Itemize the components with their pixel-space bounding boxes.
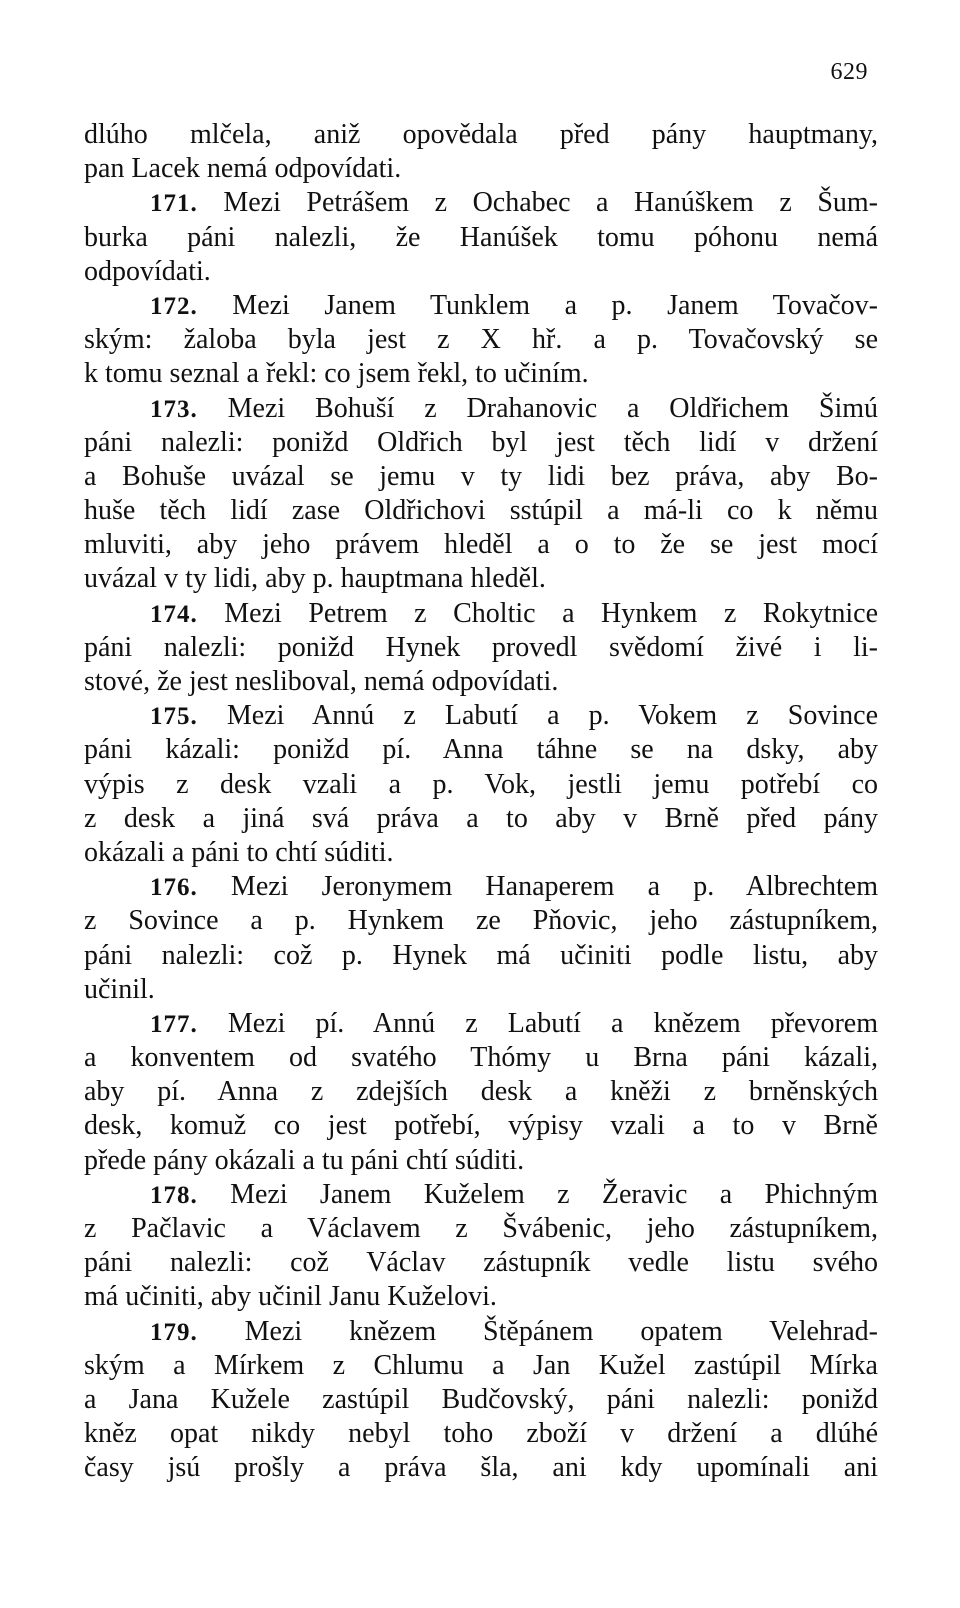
text-line [84,426,878,460]
text-line [84,1212,878,1246]
line-text: z desk a jiná svá práva a to aby v Brně před pány [84,802,878,834]
text-line [84,1383,878,1417]
text-line [84,1178,878,1212]
text-line [84,289,878,323]
line-text: páni nalezli: ponižd Hynek provedl svědomí živé i li- [84,631,878,663]
paragraph-number: 179. [150,1318,198,1346]
line-text: Mezi Janem Kuželem z Žeravic a Phichným [230,1178,879,1210]
paragraph-number: 171. [150,190,198,218]
paragraph-number: 173. [150,395,198,423]
text-line [84,870,878,904]
line-text: Mezi Annú z Labutí a p. Vokem z Sovince [226,700,879,732]
text-line [84,768,878,802]
text-line [84,699,878,733]
line-text: Mezi Janem Tunklem a p. Janem Tovačov- [232,289,878,321]
text-line [84,1315,878,1349]
line-text: uvázal v ty lidi, aby p. hauptmana hleděl. [84,563,546,595]
line-text: aby pí. Anna z zdejších desk a kněži z brněnských [84,1076,878,1108]
line-text: Mezi Petrem z Choltic a Hynkem z Rokytnice [224,597,879,629]
line-text: odpovídati. [84,255,211,287]
line-text: stové, že jest nesliboval, nemá odpovídati. [84,666,559,697]
line-text: Mezi Petrášem z Ochabec a Hanúškem z Šum- [223,187,879,219]
line-text: výpis z desk vzali a p. Vok, jestli jemu potřebí co [84,768,878,800]
line-text: páni nalezli: ponižd Oldřich byl jest těch lidí v držení [84,426,878,458]
line-text: huše těch lidí zase Oldřichovi sstúpil a má-li co k němu [84,495,878,527]
text-line [84,1451,878,1485]
line-text: z Sovince a p. Hynkem ze Pňovic, jeho zástupníkem, [84,905,878,937]
text-line [84,1349,878,1383]
text-line [84,733,878,767]
line-text: burka páni nalezli, že Hanúšek tomu póhonu nemá [84,221,878,253]
text-line [84,939,878,973]
line-text: a konventem od svatého Thómy u Brna páni kázali, [84,1042,878,1074]
line-text: časy jsú prošly a práva šla, ani kdy upomínali ani [84,1452,878,1484]
line-text: páni nalezli: což Václav zástupník vedle listu svého [84,1247,878,1279]
line-text: kněz opat nikdy nebyl toho zboží v držení a dlúhé [84,1418,878,1450]
text-line [84,562,878,596]
line-text: Mezi knězem Štěpánem opatem Velehrad- [244,1315,879,1347]
page-number: 629 [830,59,868,85]
line-text: přede pány okázali a tu páni chtí súditi. [84,1144,525,1176]
text-line [84,1144,878,1178]
line-text: páni kázali: ponižd pí. Anna táhne se na dsky, aby [84,734,878,766]
text-line [84,255,878,289]
text-line [84,1075,878,1109]
text-line [84,494,878,528]
line-text: ským a Mírkem z Chlumu a Jan Kužel zastúpil Mírka [84,1349,878,1381]
text-line [84,665,878,699]
text-line [84,323,878,357]
text-line [84,904,878,938]
line-text: páni nalezli: což p. Hynek má učiniti podle listu, aby [84,939,878,971]
line-text: a Bohuše uvázal se jemu v ty lidi bez práva, aby Bo- [84,460,878,492]
line-text: mluviti, aby jeho právem hleděl a o to že se jest mocí [84,529,878,561]
text-line [84,1280,878,1314]
text-line [84,597,878,631]
paragraph-number: 177. [150,1010,198,1038]
text-line [84,836,878,870]
paragraph-number: 175. [150,703,198,731]
text-line [84,221,878,255]
line-text: pan Lacek nemá odpovídati. [84,153,402,185]
line-text: Mezi Jeronymem Hanaperem a p. Albrechtem [230,871,879,903]
text-line [84,118,878,152]
line-text: dlúho mlčela, aniž opovědala před pány hauptmany, [84,119,878,150]
text-line [84,973,878,1007]
text-line [84,357,878,391]
text-line [84,1109,878,1143]
text-line [84,1246,878,1280]
text-line [84,1007,878,1041]
line-text: Mezi Bohuší z Drahanovic a Oldřichem Šimú [227,392,879,424]
line-text: ským: žaloba byla jest z X hř. a p. Tovačovský se [84,324,878,356]
text-line [84,392,878,426]
line-text: Mezi pí. Annú z Labutí a knězem převorem [227,1007,878,1039]
paragraph-number: 176. [150,874,198,902]
line-text: desk, komuž co jest potřebí, výpisy vzali a to v Brně [84,1110,878,1142]
body-text [84,118,878,1486]
paragraph-number: 178. [150,1181,198,1209]
text-line [84,528,878,562]
line-text: z Pačlavic a Václavem z Švábenic, jeho zástupníkem, [84,1213,878,1244]
paragraph-number: 172. [150,292,198,320]
line-text: má učiniti, aby učinil Janu Kuželovi. [84,1281,497,1313]
text-line [84,460,878,494]
text-line [84,802,878,836]
line-text: k tomu seznal a řekl: co jsem řekl, to učiním. [84,358,589,390]
paragraph-number: 174. [150,600,198,628]
line-text: učinil. [84,973,155,1005]
text-line [84,1041,878,1075]
line-text: a Jana Kužele zastúpil Budčovský, páni nalezli: ponižd [84,1383,878,1415]
text-line [84,631,878,665]
text-line [84,1417,878,1451]
text-line [84,152,878,186]
line-text: okázali a páni to chtí súditi. [84,836,394,868]
text-line [84,186,878,220]
